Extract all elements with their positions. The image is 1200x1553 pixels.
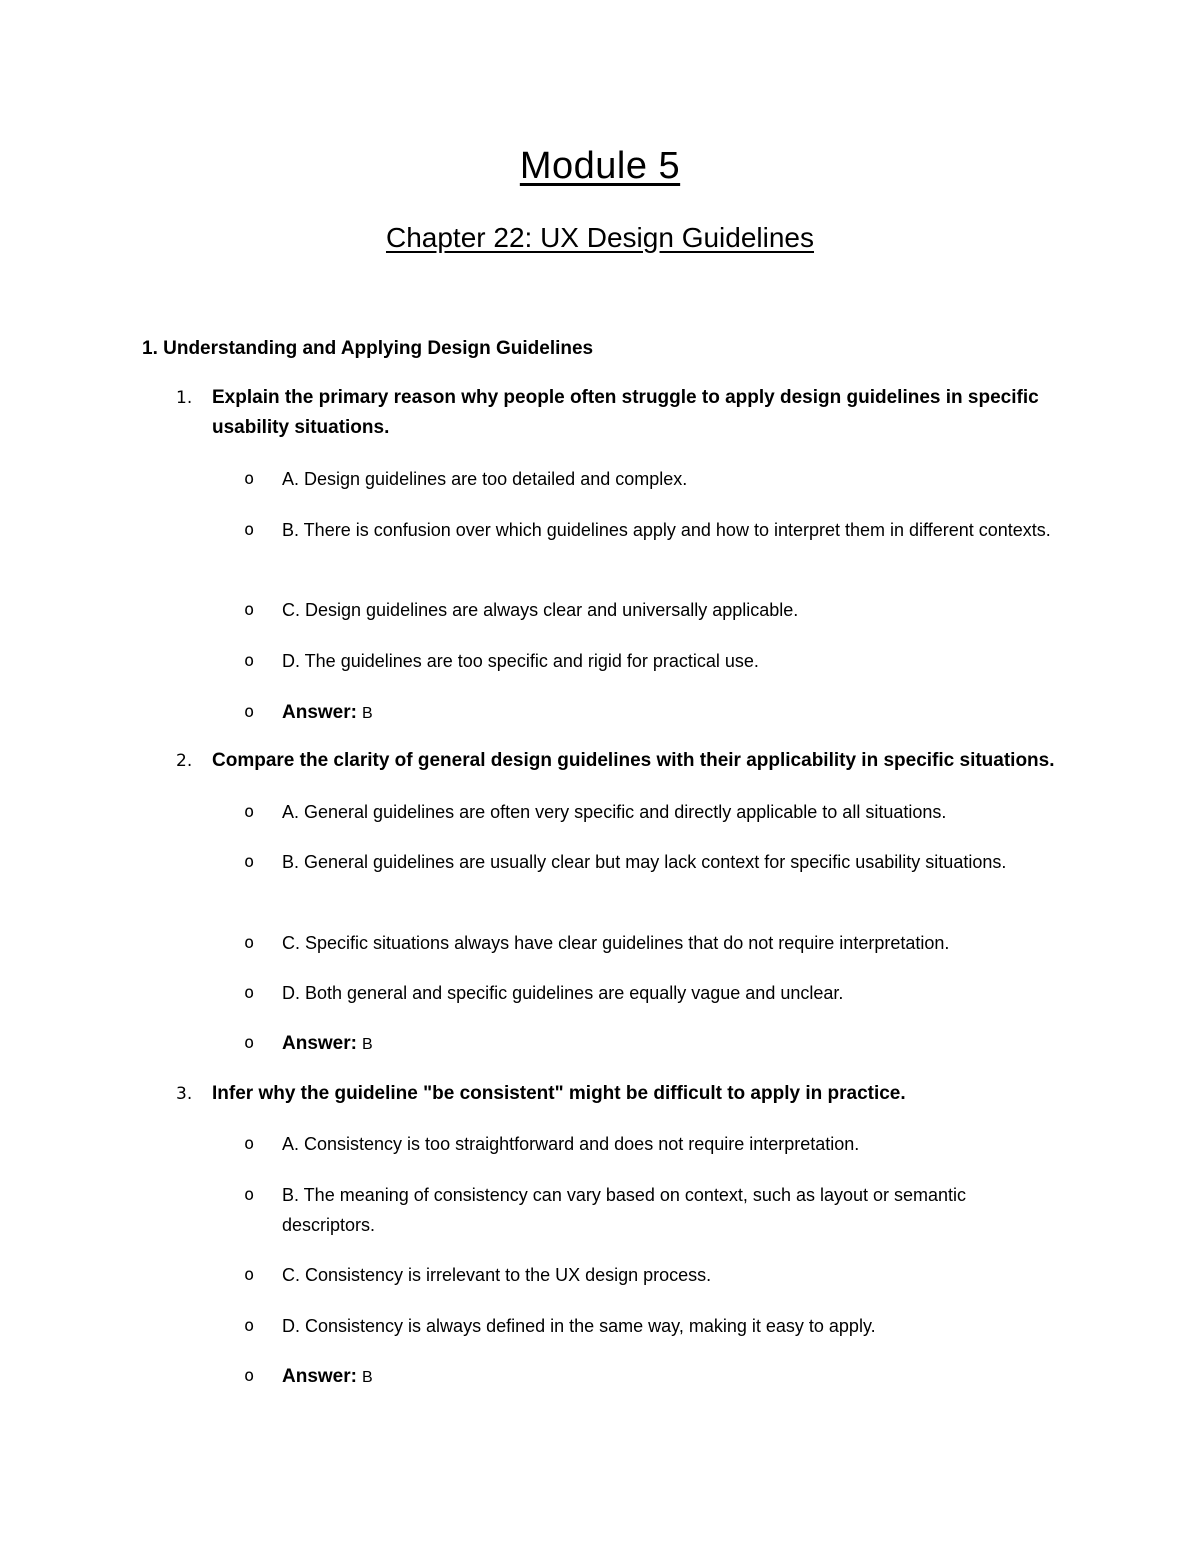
answer-line xyxy=(244,1361,1064,1393)
answer-value: B xyxy=(361,705,373,722)
bullet-icon: o xyxy=(244,520,255,540)
option-text: B. There is confusion over which guidelines apply and how to interpret them in different contexts. xyxy=(282,520,1051,540)
option-text: D. Both general and specific guidelines are equally vague and unclear. xyxy=(282,983,844,1003)
option-text: D. Consistency is always defined in the same way, making it easy to apply. xyxy=(282,1316,876,1336)
option-a xyxy=(244,464,1064,494)
bullet-icon: o xyxy=(244,933,255,953)
question-1 xyxy=(176,383,1056,443)
bullet-icon: o xyxy=(244,1134,255,1154)
option-text: D. The guidelines are too specific and rigid for practical use. xyxy=(282,651,759,671)
option-text: B. The meaning of consistency can vary based on context, such as layout or semantic descriptors. xyxy=(282,1185,967,1235)
option-d xyxy=(244,646,1064,676)
option-c xyxy=(244,928,1064,958)
option-b xyxy=(244,1180,1064,1240)
section-heading: 1. Understanding and Applying Design Guidelines xyxy=(142,338,594,359)
bullet-icon: o xyxy=(244,983,255,1003)
question-number: 1. xyxy=(176,388,193,408)
answer-label: Answer: xyxy=(282,702,357,723)
option-text: A. General guidelines are often very specific and directly applicable to all situations. xyxy=(282,802,947,822)
option-d xyxy=(244,978,1064,1008)
answer-line xyxy=(244,1028,1064,1060)
option-b xyxy=(244,847,1064,877)
option-text: A. Consistency is too straightforward and does not require interpretation. xyxy=(282,1134,860,1154)
question-text: Infer why the guideline "be consistent" might be difficult to apply in practice. xyxy=(212,1083,906,1104)
bullet-icon: o xyxy=(244,1185,255,1205)
bullet-icon: o xyxy=(244,1265,255,1285)
bullet-icon: o xyxy=(244,852,255,872)
option-d xyxy=(244,1311,1064,1341)
answer-label: Answer: xyxy=(282,1033,357,1054)
page-title: Module 5 xyxy=(519,145,681,187)
option-text: C. Consistency is irrelevant to the UX design process. xyxy=(282,1265,712,1285)
option-a xyxy=(244,1129,1064,1159)
option-c xyxy=(244,595,1064,625)
bullet-icon: o xyxy=(244,702,255,722)
answer-line xyxy=(244,697,1064,729)
answer-value: B xyxy=(361,1369,373,1386)
option-text: B. General guidelines are usually clear but may lack context for specific usability situations. xyxy=(282,852,1007,872)
question-text: Compare the clarity of general design guidelines with their applicability in specific situations. xyxy=(212,750,1055,771)
bullet-icon: o xyxy=(244,469,255,489)
bullet-icon: o xyxy=(244,600,255,620)
bullet-icon: o xyxy=(244,1366,255,1386)
bullet-icon: o xyxy=(244,651,255,671)
bullet-icon: o xyxy=(244,1033,255,1053)
option-c xyxy=(244,1260,1064,1290)
chapter-title: Chapter 22: UX Design Guidelines xyxy=(385,222,814,253)
option-b xyxy=(244,515,1064,545)
answer-label: Answer: xyxy=(282,1366,357,1387)
question-3 xyxy=(176,1079,1056,1109)
answer-value: B xyxy=(361,1036,373,1053)
question-number: 3. xyxy=(176,1084,193,1104)
option-text: C. Specific situations always have clear guidelines that do not require interpretation. xyxy=(282,933,950,953)
question-text: Explain the primary reason why people often struggle to apply design guidelines in specific usability situations. xyxy=(212,387,1039,438)
question-2 xyxy=(176,746,1056,776)
bullet-icon: o xyxy=(244,1316,255,1336)
question-number: 2. xyxy=(176,751,193,771)
option-text: C. Design guidelines are always clear and universally applicable. xyxy=(282,600,799,620)
option-a xyxy=(244,797,1064,827)
option-text: A. Design guidelines are too detailed and complex. xyxy=(282,469,688,489)
bullet-icon: o xyxy=(244,802,255,822)
